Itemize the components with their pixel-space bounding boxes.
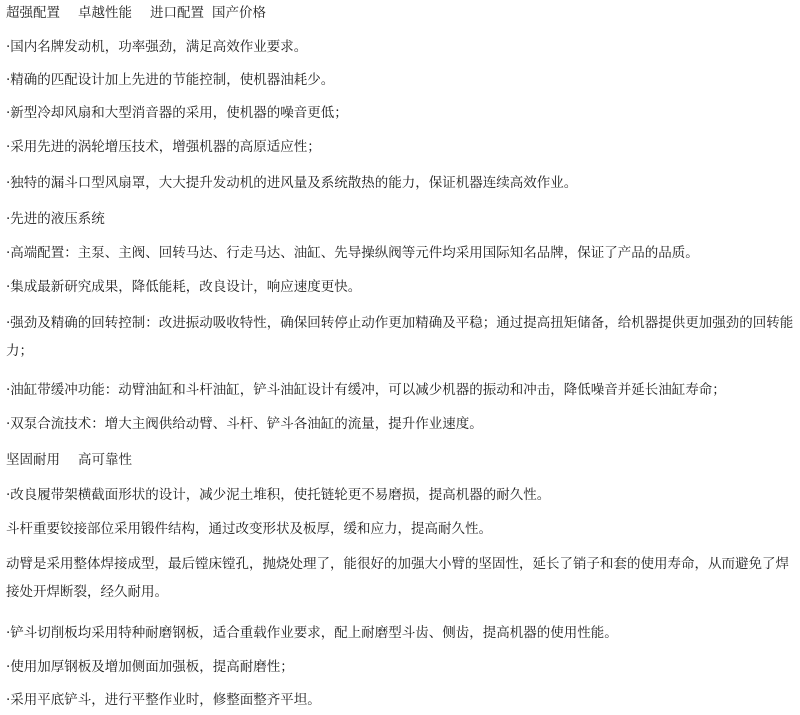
- heading-part: 国产价格: [212, 5, 266, 21]
- section-heading-performance: [6, 3, 796, 23]
- heading-part: 高可靠性: [78, 452, 132, 468]
- section-heading-durability: [6, 450, 796, 470]
- list-item: 斗杆重要铰接部位采用锻件结构，通过改变形状及板厚，缓和应力，提高耐久性。: [6, 521, 492, 537]
- list-item: ·采用平底铲斗，进行平整作业时，修整面整齐平坦。: [6, 692, 321, 708]
- heading-part: 超强配置: [6, 5, 60, 21]
- list-item: ·双泵合流技术：增大主阀供给动臂、斗杆、铲斗各油缸的流量，提升作业速度。: [6, 416, 483, 432]
- heading-part: 卓越性能: [78, 5, 132, 21]
- list-item: ·精确的匹配设计加上先进的节能控制，使机器油耗少。: [6, 72, 335, 88]
- list-item: ·独特的漏斗口型风扇罩，大大提升发动机的进风量及系统散热的能力，保证机器连续高效作业。: [6, 175, 578, 191]
- heading-part: 坚固耐用: [6, 452, 60, 468]
- list-item: ·使用加厚钢板及增加侧面加强板，提高耐磨性；: [6, 659, 294, 675]
- list-item: ·强劲及精确的回转控制：改进振动吸收特性，确保回转停止动作更加精确及平稳；通过提高扭矩储备，给机器提供更加强劲的回转能力；: [6, 315, 794, 359]
- heading-part: 进口配置: [150, 5, 204, 21]
- list-item: ·集成最新研究成果，降低能耗，改良设计，响应速度更快。: [6, 279, 362, 295]
- list-item: ·油缸带缓冲功能：动臂油缸和斗杆油缸，铲斗油缸设计有缓冲，可以减少机器的振动和冲击，降低噪音并延长油缸寿命；: [6, 382, 726, 398]
- list-item: 动臂是采用整体焊接成型，最后镗床镗孔，抛烧处理了，能很好的加强大小臂的坚固性，延长了销子和套的使用寿命，从而避免了焊接处开焊断裂，经久耐用。: [6, 556, 789, 600]
- list-item: ·改良履带架横截面形状的设计，减少泥土堆积，使托链轮更不易磨损，提高机器的耐久性。: [6, 487, 551, 503]
- list-item: ·采用先进的涡轮增压技术，增强机器的高原适应性；: [6, 139, 321, 155]
- list-item: ·高端配置：主泵、主阀、回转马达、行走马达、油缸、先导操纵阀等元件均采用国际知名品牌，保证了产品的品质。: [6, 245, 699, 261]
- list-item: ·先进的液压系统: [6, 211, 105, 227]
- list-item: ·新型冷却风扇和大型消音器的采用，使机器的噪音更低；: [6, 105, 348, 121]
- list-item: ·铲斗切削板均采用特种耐磨钢板，适合重载作业要求，配上耐磨型斗齿、侧齿，提高机器的使用性能。: [6, 625, 618, 641]
- list-item: ·国内名牌发动机，功率强劲，满足高效作业要求。: [6, 39, 308, 55]
